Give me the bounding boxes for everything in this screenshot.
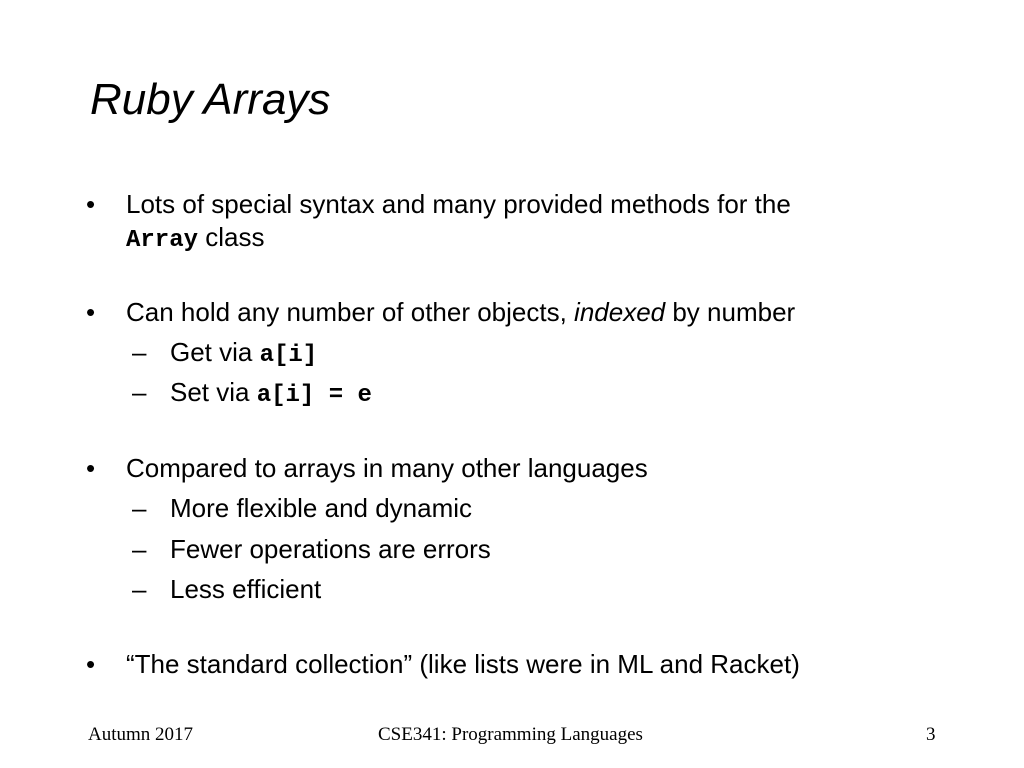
- bullet-1-line-2-text: class: [198, 222, 265, 252]
- bullet-1-line-2: [126, 221, 264, 257]
- footer-left: Autumn 2017: [88, 724, 194, 745]
- bullet-4: “The standard collection” (like lists were in ML and Racket): [126, 649, 800, 679]
- sub-1-text: Get via: [170, 337, 260, 367]
- bullet-3: Compared to arrays in many other languages: [126, 453, 648, 483]
- dash-marker: –: [132, 377, 147, 407]
- bullet-2-pre: Can hold any number of other objects,: [126, 297, 575, 327]
- bullet-marker: •: [86, 649, 96, 679]
- code-array: Array: [126, 227, 199, 254]
- bullet-2-sub-2: [170, 376, 372, 412]
- slide-title: Ruby Arrays: [90, 75, 331, 124]
- dash-marker: –: [132, 534, 147, 564]
- bullet-2-emphasis: indexed: [574, 297, 666, 327]
- bullet-2: [126, 296, 795, 328]
- sub-2-text: Set via: [170, 377, 257, 407]
- bullet-3-sub-3: Less efficient: [170, 574, 322, 604]
- footer-center: CSE341: Programming Languages: [378, 724, 643, 745]
- bullet-3-sub-2: Fewer operations are errors: [170, 534, 491, 564]
- bullet-marker: •: [86, 297, 96, 327]
- bullet-2-sub-1: [170, 336, 317, 372]
- dash-marker: –: [132, 574, 147, 604]
- bullet-2-post: by number: [665, 297, 796, 327]
- bullet-1-line-1: Lots of special syntax and many provided methods for the: [126, 189, 791, 219]
- bullet-3-sub-1: More flexible and dynamic: [170, 493, 473, 523]
- code-set: a[i] = e: [256, 382, 372, 409]
- bullet-marker: •: [86, 189, 96, 219]
- code-get: a[i]: [259, 342, 318, 369]
- footer-page-number: 3: [926, 724, 936, 745]
- dash-marker: –: [132, 337, 147, 367]
- dash-marker: –: [132, 493, 147, 523]
- bullet-marker: •: [86, 453, 96, 483]
